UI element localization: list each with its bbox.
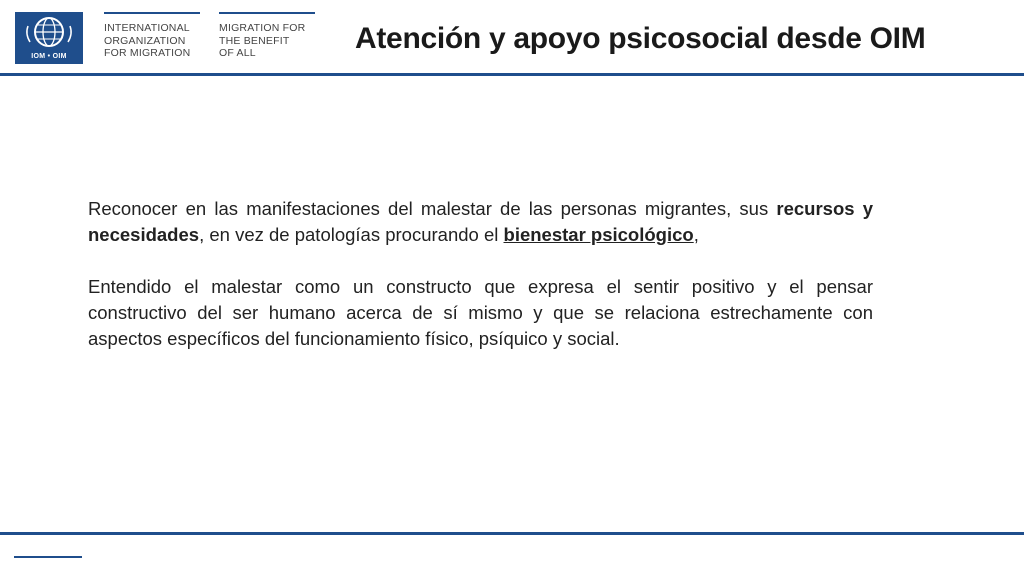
paragraph-1-bold-1: recursos y necesidades xyxy=(88,198,873,245)
org-name-line: INTERNATIONAL xyxy=(104,22,190,34)
iom-logo xyxy=(15,12,83,64)
paragraph-2: Entendido el malestar como un constructo que expresa el sentir positivo y el pensar constructivo del ser humano acerca de sí mismo y que se relaciona estrechamente con aspectos específicos del funcionamiento físico, psíquico y social. xyxy=(88,276,873,349)
logo-text: IOM • OIM xyxy=(31,53,67,60)
paragraph-1-text-3: , xyxy=(693,224,699,245)
footer-divider xyxy=(0,532,1024,535)
org-name xyxy=(104,12,200,60)
org-name-line: FOR MIGRATION xyxy=(104,47,191,59)
org-slogan-line: OF ALL xyxy=(219,47,256,59)
paragraph-1-text-2: , en vez de patologías procurando el xyxy=(199,224,504,245)
org-slogan-line: MIGRATION FOR xyxy=(219,22,306,34)
slide-body xyxy=(88,196,873,378)
org-slogan-line: THE BENEFIT xyxy=(219,34,290,47)
paragraph-1-text-1: Reconocer en las manifestaciones del malestar de las personas migrantes, sus xyxy=(88,198,777,219)
paragraph-1-underlined: bienestar psicológico xyxy=(503,224,694,245)
header-divider xyxy=(0,73,1024,76)
org-slogan xyxy=(219,12,315,60)
org-name-line: ORGANIZATION xyxy=(104,34,186,47)
slide-title: Atención y apoyo psicosocial desde OIM xyxy=(355,22,926,55)
paragraph-1 xyxy=(88,196,873,248)
footer-mark xyxy=(14,556,82,558)
